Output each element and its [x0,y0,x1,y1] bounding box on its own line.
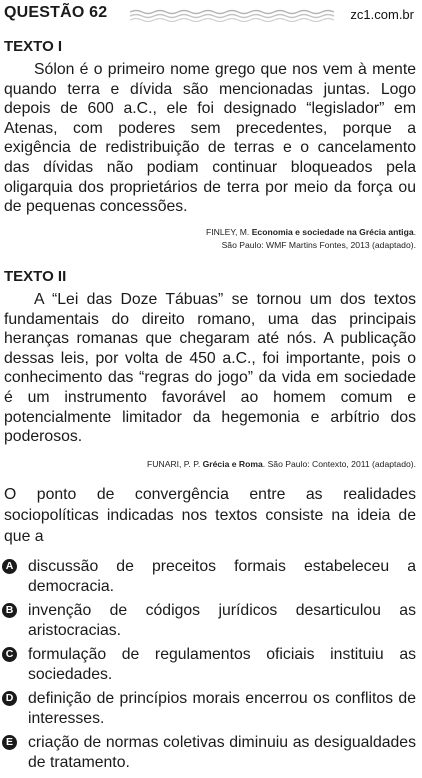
option-c-text: formulação de regulamentos oficiais instituiu as sociedades. [28,646,416,683]
option-e-letter: E [2,735,17,750]
texto1-source-work: Economia e sociedade na Grécia antiga [251,227,414,237]
option-c-letter: C [2,647,17,662]
option-d-text: definição de princípios morais encerrou os conflitos de interesses. [28,690,416,727]
texto1-body: Sólon é o primeiro nome grego que nos vem à mente quando terra e dívida são mencionadas juntas. Logo depois de 600 a.C., ele foi designado “legislador” em Atenas, com poderes sem precedentes, porque a exigência de redistribuição de terras e o cancelamento das dívidas não podiam continuar bloqueados pela oligarquia dos proprietários de terra por meio da força ou de pequenas concessões. [4,61,416,216]
texto1-title: TEXTO I [4,38,63,55]
question-number: QUESTÃO 62 [4,4,108,21]
option-b-letter: B [2,603,17,618]
texto1-source [16,226,416,252]
option-e-text: criação de normas coletivas diminuiu as desigualdades de tratamento. [28,734,416,771]
texto1-source-end: . [413,227,416,237]
site-watermark: zc1.com.br [350,7,414,22]
option-a-letter: A [2,559,17,574]
option-d-letter: D [2,691,17,706]
texto2-source-end: . São Paulo: Contexto, 2011 (adaptado). [262,459,416,469]
texto2-source [16,458,416,471]
question-stem: O ponto de convergência entre as realidades sociopolíticas indicadas nos textos consiste na ideia de que a [4,486,416,545]
question-header [4,4,418,26]
option-b-text: invenção de códigos jurídicos desarticulou as aristocracias. [28,602,416,639]
texto2-source-author: FUNARI, P. P. [147,459,203,469]
texto1-source-author: FINLEY, M. [206,227,252,237]
texto2-body: A “Lei das Doze Tábuas” se tornou um dos textos fundamentais do direito romano, uma das principais heranças romanas que chegaram até nós. A publicação dessas leis, por volta de 450 a.C., foi importante, pois o conhecimento das “regras do jogo” da vida em sociedade é um instrumento favorável ao homem comum e potencialmente limitador da hegemonia e arbítrio dos poderosos. [4,291,416,446]
texto2-title: TEXTO II [4,268,67,285]
texto2-source-work: Grécia e Roma [202,459,263,469]
wave-decoration [130,8,338,22]
option-a-text: discussão de preceitos formais estabeleceu a democracia. [28,558,416,595]
texto1-source-line2: São Paulo: WMF Martins Fontes, 2013 (adaptado). [221,240,416,250]
